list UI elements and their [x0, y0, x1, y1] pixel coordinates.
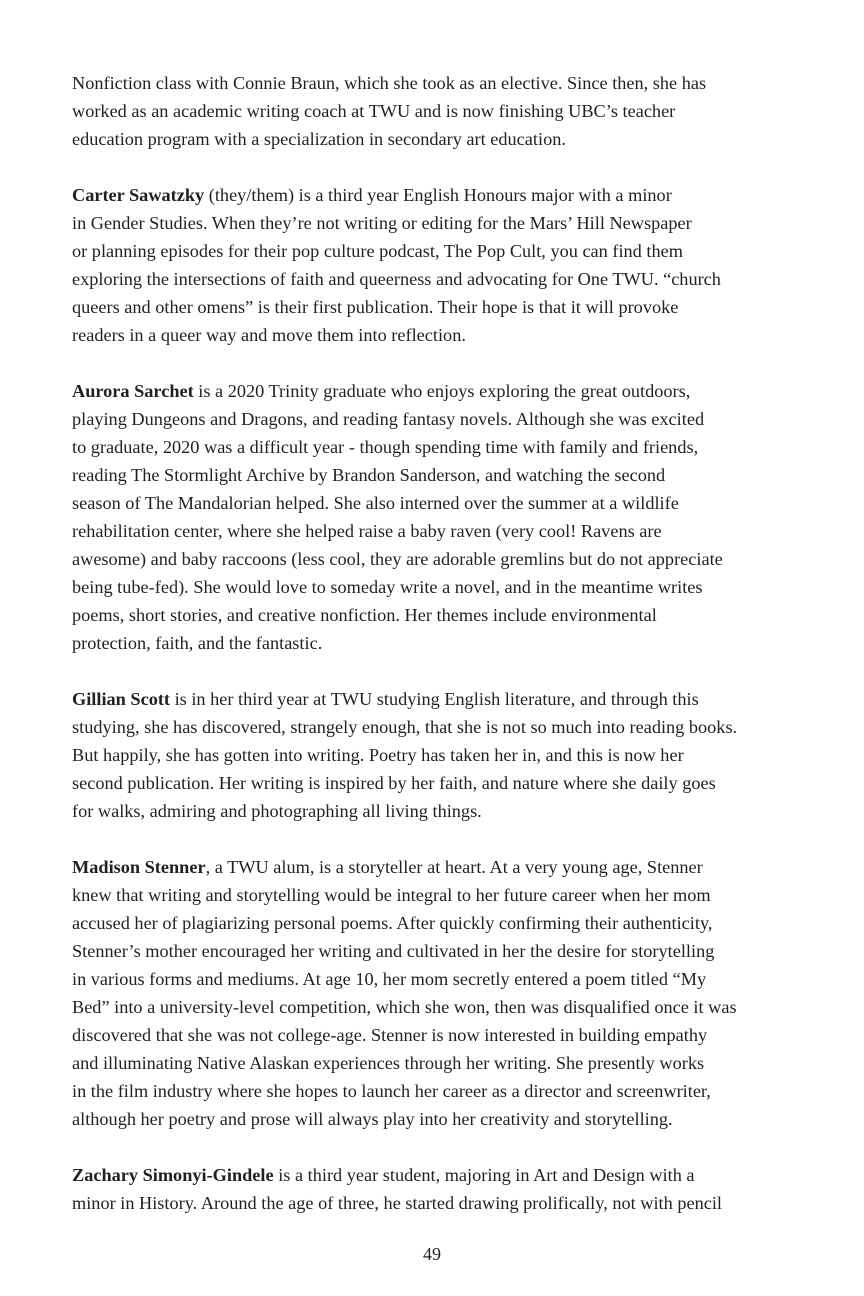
bio-aurora-sarchet [72, 377, 802, 657]
bio-text: Nonfiction class with Connie Braun, which she took as an elective. Since then, she has [72, 73, 707, 93]
bio-line: and illuminating Native Alaskan experiences through her writing. She presently works [72, 1053, 705, 1073]
bio-line: awesome) and baby raccoons (less cool, they are adorable gremlins but do not appreciate [72, 549, 723, 569]
bio-continuation [72, 69, 802, 153]
bio-line [72, 1161, 802, 1189]
bio-line: although her poetry and prose will always play into her creativity and storytelling. [72, 1109, 673, 1129]
bio-line: to graduate, 2020 was a difficult year - though spending time with family and friends, [72, 437, 699, 457]
author-name: Madison Stenner [72, 857, 206, 877]
bio-line [72, 685, 802, 713]
bio-line: Stenner’s mother encouraged her writing and cultivated in her the desire for storytelling [72, 941, 715, 961]
bio-text: is in her third year at TWU studying English literature, and through this [170, 689, 699, 709]
bio-line: queers and other omens” is their first publication. Their hope is that it will provoke [72, 297, 679, 317]
bio-line: rehabilitation center, where she helped raise a baby raven (very cool! Ravens are [72, 521, 662, 541]
bio-line: poems, short stories, and creative nonfiction. Her themes include environmental [72, 605, 657, 625]
bio-line: being tube-fed). She would love to someday write a novel, and in the meantime writes [72, 577, 703, 597]
bio-line: Bed” into a university-level competition, which she won, then was disqualified once it was [72, 997, 737, 1017]
bio-line: exploring the intersections of faith and queerness and advocating for One TWU. “church [72, 269, 721, 289]
bio-line: accused her of plagiarizing personal poems. After quickly confirming their authenticity, [72, 913, 713, 933]
author-name: Zachary Simonyi-Gindele [72, 1165, 274, 1185]
bio-text: is a 2020 Trinity graduate who enjoys exploring the great outdoors, [193, 381, 691, 401]
author-name: Gillian Scott [72, 689, 171, 709]
bio-line [72, 69, 802, 97]
bio-zachary-simonyi-gindele [72, 1161, 802, 1217]
bio-line: in the film industry where she hopes to launch her career as a director and screenwriter, [72, 1081, 711, 1101]
bio-carter-sawatzky [72, 181, 802, 349]
bio-line: protection, faith, and the fantastic. [72, 633, 323, 653]
bio-text: , a TWU alum, is a storyteller at heart. At a very young age, Stenner [205, 857, 703, 877]
bio-line: education program with a specialization in secondary art education. [72, 129, 566, 149]
page-number: 49 [423, 1244, 441, 1264]
bio-line: or planning episodes for their pop culture podcast, The Pop Cult, you can find them [72, 241, 683, 261]
bio-line [72, 853, 802, 881]
bio-gillian-scott [72, 685, 802, 825]
bio-line: reading The Stormlight Archive by Brandon Sanderson, and watching the second [72, 465, 666, 485]
bio-line: in various forms and mediums. At age 10, her mom secretly entered a poem titled “My [72, 969, 707, 989]
bio-line: season of The Mandalorian helped. She also interned over the summer at a wildlife [72, 493, 679, 513]
bio-line: studying, she has discovered, strangely enough, that she is not so much into reading books. [72, 717, 738, 737]
bio-line: playing Dungeons and Dragons, and reading fantasy novels. Although she was excited [72, 409, 705, 429]
bio-line: worked as an academic writing coach at TWU and is now finishing UBC’s teacher [72, 101, 676, 121]
bio-line: knew that writing and storytelling would be integral to her future career when her mom [72, 885, 711, 905]
bio-line: second publication. Her writing is inspired by her faith, and nature where she daily goes [72, 773, 716, 793]
author-name: Aurora Sarchet [72, 381, 194, 401]
bio-line: in Gender Studies. When they’re not writing or editing for the Mars’ Hill Newspaper [72, 213, 692, 233]
page-body [72, 69, 802, 1245]
bio-line: But happily, she has gotten into writing. Poetry has taken her in, and this is now her [72, 745, 684, 765]
bio-line: minor in History. Around the age of three, he started drawing prolifically, not with pencil [72, 1193, 723, 1213]
bio-text: is a third year student, majoring in Art and Design with a [273, 1165, 695, 1185]
bio-line [72, 377, 802, 405]
bio-line: for walks, admiring and photographing all living things. [72, 801, 482, 821]
bio-line: readers in a queer way and move them into reflection. [72, 325, 466, 345]
bio-line: discovered that she was not college-age. Stenner is now interested in building empathy [72, 1025, 708, 1045]
bio-line [72, 181, 802, 209]
bio-madison-stenner [72, 853, 802, 1133]
author-name: Carter Sawatzky [72, 185, 205, 205]
bio-text: (they/them) is a third year English Honours major with a minor [204, 185, 672, 205]
